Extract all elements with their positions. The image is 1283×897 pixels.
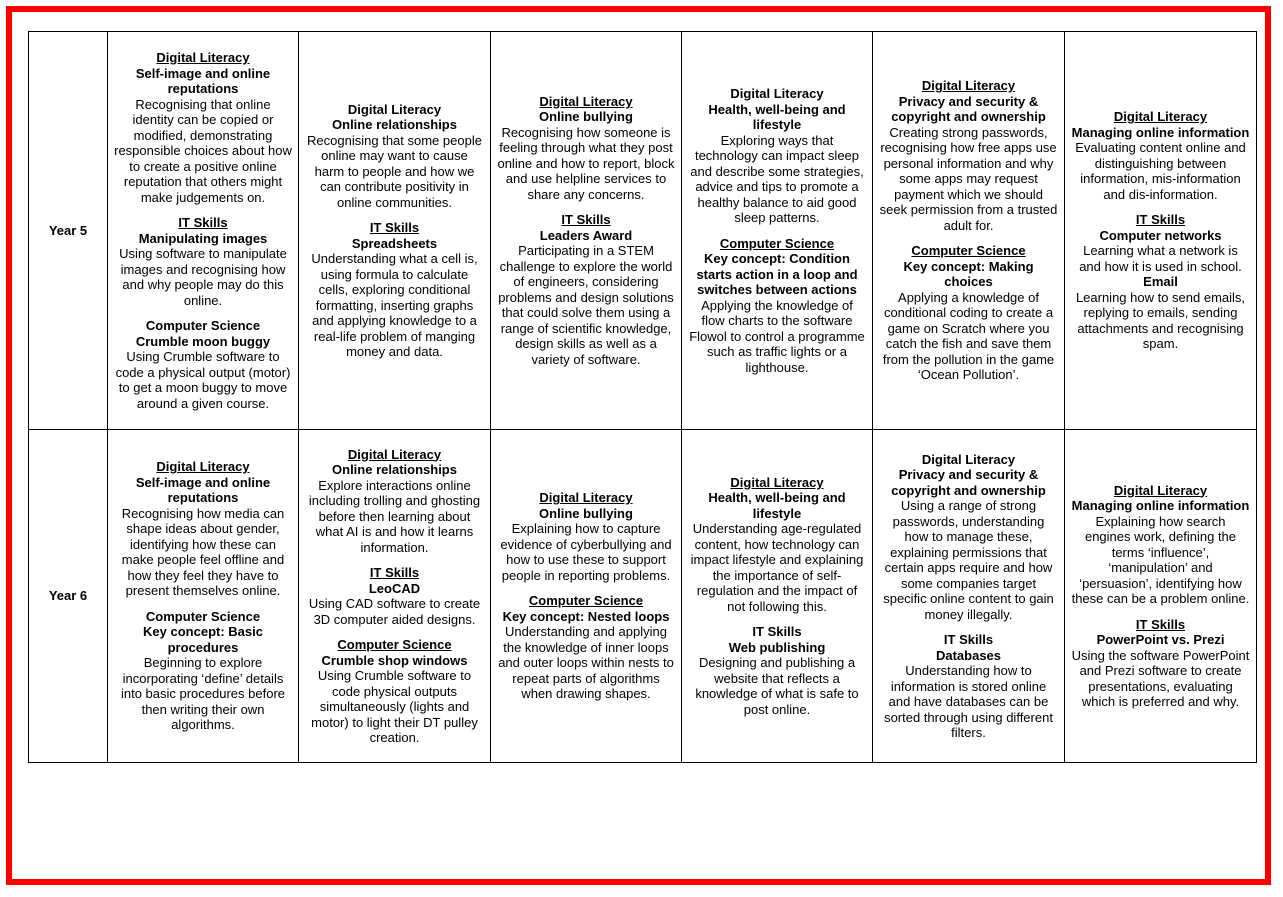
- topic-title: Self-image and online reputations: [135, 474, 271, 506]
- unit-cell: [873, 32, 1065, 430]
- subject-heading: Digital Literacy: [156, 50, 250, 65]
- subject-heading: Computer Science: [145, 608, 261, 624]
- unit-description: Creating strong passwords, recognising how free apps use personal information and why some apps may request payment which we should seek permission from a trusted adult for.: [879, 124, 1058, 233]
- topic-title: Health, well-being and lifestyle: [708, 101, 846, 132]
- topic-title: Health, well-being and lifestyle: [708, 490, 846, 521]
- unit-description: Using Crumble software to code a physical output (motor) to get a moon buggy to move around a given course.: [115, 349, 291, 411]
- unit-cell: [682, 430, 873, 763]
- unit-block: [879, 78, 1058, 233]
- topic-title: Online relationships: [332, 117, 457, 132]
- unit-block: [688, 475, 866, 615]
- topic-title: Key concept: Making choices: [903, 258, 1034, 290]
- unit-block: [497, 593, 675, 702]
- unit-block: [1071, 212, 1250, 274]
- topic-title: Crumble moon buggy: [135, 333, 271, 349]
- unit-block: [688, 86, 866, 226]
- unit-block: [114, 609, 292, 733]
- topic-title: Manipulating images: [138, 230, 268, 246]
- unit-block: [114, 318, 292, 411]
- unit-description: Evaluating content online and distinguishing between information, mis-information and dis-information.: [1075, 140, 1246, 202]
- year-label: Year 6: [29, 430, 108, 763]
- unit-block: [114, 459, 292, 599]
- unit-description: Using CAD software to create 3D computer aided designs.: [308, 596, 481, 627]
- topic-title: Key concept: Basic procedures: [143, 624, 263, 655]
- subject-heading: IT Skills: [369, 565, 420, 580]
- unit-block: [497, 490, 675, 583]
- unit-description: Beginning to explore incorporating ‘define’ details into basic procedures before then writing their own algorithms.: [120, 655, 286, 733]
- unit-cell: [491, 430, 682, 763]
- unit-cell: [682, 32, 873, 430]
- topic-title: Online bullying: [539, 109, 633, 125]
- subject-heading: Computer Science: [719, 235, 835, 251]
- unit-cell: [1065, 32, 1257, 430]
- topic-title: LeoCAD: [368, 580, 421, 596]
- unit-block: [688, 624, 866, 717]
- unit-description: Recognising that some people online may want to cause harm to people and how we can contribute positivity in online communities.: [307, 132, 482, 210]
- subject-heading: Digital Literacy: [539, 93, 633, 109]
- unit-block: [305, 220, 484, 360]
- unit-cell: [873, 430, 1065, 763]
- topic-title: Crumble shop windows: [321, 652, 468, 668]
- subject-heading: Computer Science: [145, 318, 261, 333]
- topic-title: Databases: [935, 647, 1002, 663]
- subject-heading: Digital Literacy: [156, 459, 250, 475]
- topic-title: Self-image and online reputations: [135, 65, 271, 96]
- subject-heading: Digital Literacy: [347, 101, 442, 117]
- unit-block: [879, 243, 1058, 383]
- unit-block: [879, 632, 1058, 741]
- topic-title: Email: [1143, 274, 1178, 290]
- unit-description: Applying a knowledge of conditional coding to create a game on Scratch where you catch the fish and save them from the pollution in the game ‘Ocean Pollution’.: [882, 289, 1055, 383]
- curriculum-table: [28, 31, 1257, 763]
- unit-cell: [299, 32, 491, 430]
- unit-cell: [491, 32, 682, 430]
- topic-title: Web publishing: [728, 639, 826, 655]
- unit-block: [305, 102, 484, 211]
- unit-description: Understanding how to information is stored online and have databases can be sorted through using different filters.: [884, 663, 1053, 740]
- topic-title: Computer networks: [1099, 227, 1222, 243]
- unit-description: Participating in a STEM challenge to explore the world of engineers, considering problems and design solutions that could solve them using a range of scientific knowledge, design skills as well as a variety of software.: [498, 243, 674, 367]
- unit-description: Explore interactions online including trolling and ghosting before then learning about what AI is and how it learns information.: [308, 477, 481, 555]
- subject-heading: Digital Literacy: [347, 446, 442, 462]
- unit-block: [1071, 109, 1250, 202]
- subject-heading: Digital Literacy: [539, 490, 633, 506]
- unit-description: Exploring ways that technology can impact sleep and describe some strategies, advice and tips to promote a healthy balance to aid good sleep patterns.: [690, 132, 864, 225]
- unit-description: Designing and publishing a website that reflects a knowledge of what is safe to post online.: [695, 655, 859, 717]
- unit-block: [497, 212, 675, 367]
- year-label: Year 5: [29, 32, 108, 430]
- unit-block: [497, 94, 675, 203]
- unit-block: [879, 452, 1058, 623]
- subject-heading: Digital Literacy: [921, 451, 1016, 467]
- unit-cell: [299, 430, 491, 763]
- topic-title: Leaders Award: [539, 227, 633, 243]
- topic-title: Managing online information: [1071, 124, 1250, 140]
- subject-heading: Computer Science: [911, 243, 1026, 259]
- unit-cell: [1065, 430, 1257, 763]
- unit-block: [305, 447, 484, 556]
- unit-cell: [108, 430, 299, 763]
- unit-description: Using Crumble software to code physical outputs simultaneously (lights and motor) to light their DT pulley creation.: [311, 668, 478, 745]
- unit-description: Explaining how search engines work, defining the terms ‘influence’, ‘manipulation’ and ‘persuasion’, identifying how these can be a problem online.: [1071, 513, 1250, 606]
- unit-description: Understanding and applying the knowledge of inner loops and outer loops within nests to repeat parts of algorithms when drawing shapes.: [498, 624, 674, 702]
- subject-heading: Digital Literacy: [921, 78, 1016, 94]
- unit-description: Explaining how to capture evidence of cyberbullying and how to use these to support people in reporting problems.: [500, 521, 672, 583]
- subject-heading: IT Skills: [752, 624, 802, 640]
- table-row: [29, 32, 1257, 430]
- subject-heading: IT Skills: [178, 215, 228, 230]
- unit-description: Recognising how media can shape ideas about gender, identifying how these can make people feel offline and how they feel they have to present themselves online.: [121, 505, 285, 599]
- topic-title: Managing online information: [1071, 498, 1250, 513]
- topic-title: Privacy and security & copyright and ownership: [891, 93, 1046, 125]
- unit-description: Using a range of strong passwords, understanding how to manage these, explaining permissions that certain apps require and how some companies target specific online content to gain money illegally.: [883, 498, 1054, 622]
- subject-heading: IT Skills: [1135, 616, 1186, 632]
- unit-block: [114, 50, 292, 205]
- subject-heading: Digital Literacy: [730, 86, 824, 101]
- unit-block: [1071, 617, 1250, 710]
- unit-description: Using the software PowerPoint and Prezi software to create presentations, evaluating which is preferred and why.: [1071, 647, 1250, 709]
- unit-block: [688, 236, 866, 376]
- topic-title: Spreadsheets: [351, 235, 438, 251]
- subject-heading: Digital Literacy: [1113, 109, 1208, 125]
- topic-title: Online bullying: [539, 505, 633, 521]
- subject-heading: Computer Science: [337, 637, 452, 652]
- topic-title: Key concept: Condition starts action in a loop and switches between actions: [696, 251, 858, 297]
- unit-block: [114, 215, 292, 308]
- unit-block: [305, 637, 484, 746]
- unit-description: Understanding age-regulated content, how technology can impact lifestyle and explaining the importance of self-regulation and the impact of not following this.: [690, 521, 864, 614]
- unit-description: Understanding what a cell is, using formula to calculate cells, exploring conditional formatting, inserting graphs and applying knowledge to a real-life problem of manging money and data.: [311, 251, 478, 359]
- unit-description: Learning what a network is and how it is used in school.: [1079, 243, 1242, 274]
- unit-description: Recognising how someone is feeling through what they post online and how to report, block and use helpline services to share any concerns.: [497, 124, 675, 202]
- unit-block: [1071, 483, 1250, 607]
- table-row: [29, 430, 1257, 763]
- unit-description: Applying the knowledge of flow charts to the software Flowol to control a programme such as traffic lights or a lighthouse.: [689, 297, 865, 375]
- unit-description: Recognising that online identity can be copied or modified, demonstrating responsible choices about how to create a positive online reputation that others might make judgements on.: [114, 96, 292, 205]
- unit-block: [305, 565, 484, 627]
- subject-heading: IT Skills: [561, 212, 611, 228]
- subject-heading: Digital Literacy: [1113, 482, 1208, 498]
- subject-heading: Digital Literacy: [730, 474, 824, 490]
- subject-heading: IT Skills: [1135, 212, 1186, 228]
- unit-description: Using software to manipulate images and recognising how and why people may do this online.: [119, 246, 287, 308]
- unit-block: [1071, 274, 1250, 352]
- unit-cell: [108, 32, 299, 430]
- topic-title: Online relationships: [332, 462, 457, 477]
- unit-description: Learning how to send emails, replying to emails, sending attachments and recognising spam.: [1075, 289, 1246, 352]
- topic-title: Key concept: Nested loops: [502, 608, 670, 624]
- topic-title: PowerPoint vs. Prezi: [1096, 632, 1225, 647]
- topic-title: Privacy and security & copyright and ownership: [891, 467, 1046, 498]
- subject-heading: IT Skills: [369, 220, 420, 235]
- subject-heading: IT Skills: [943, 632, 994, 647]
- subject-heading: Computer Science: [528, 593, 644, 609]
